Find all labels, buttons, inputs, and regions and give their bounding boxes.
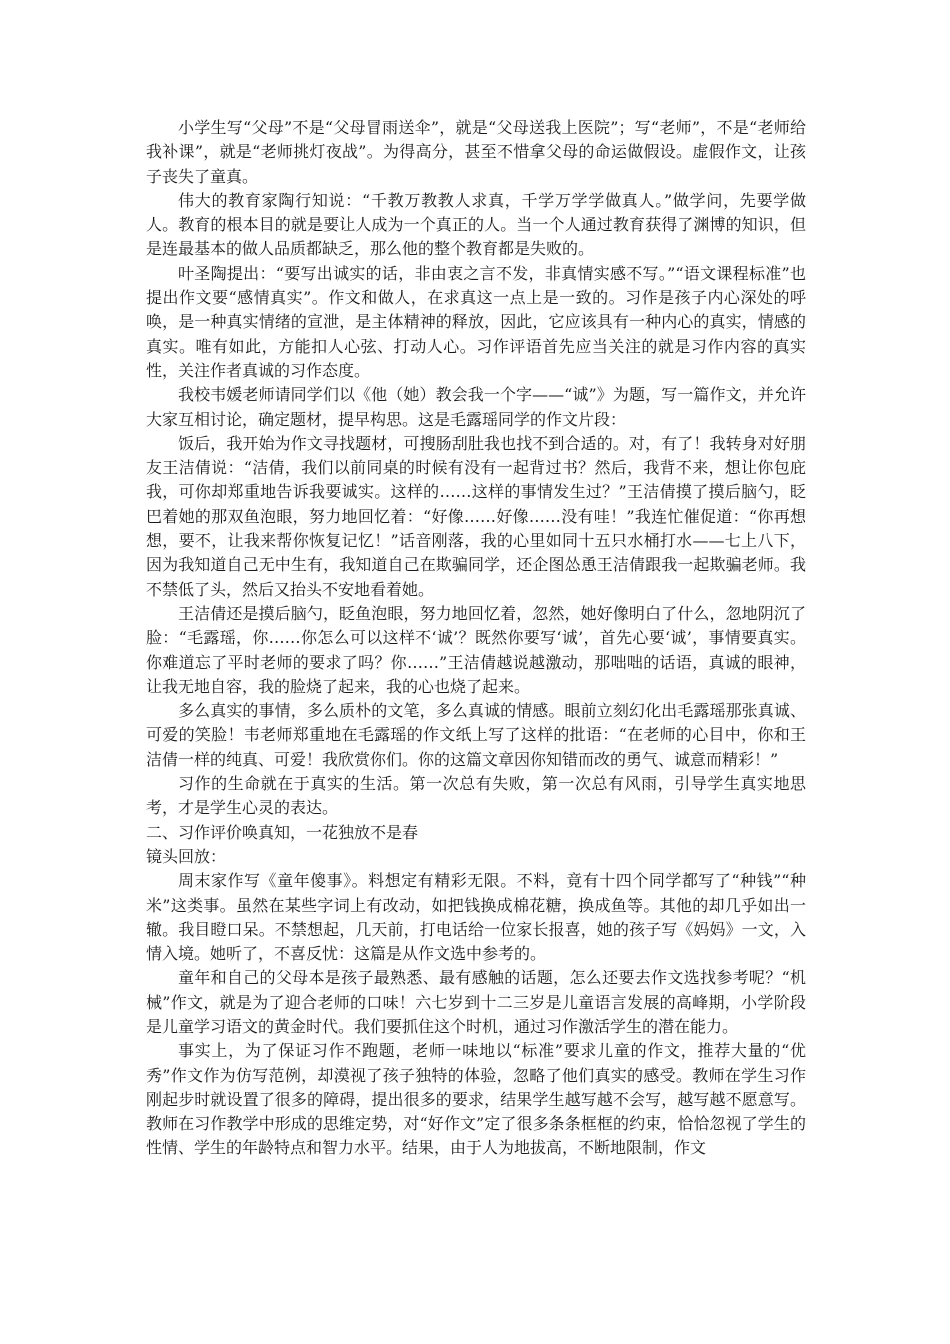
paragraph-ye-shengtao: 叶圣陶提出：“要写出诚实的话，非由衷之言不发，非真情实感不写。”“语文课程标准”也提出作文要“感情真实”。作文和做人，在求真这一点上是一致的。习作是孩子内心深处的呼唤，是一种真实情绪的宣泄，是主体精神的释放，因此，它应该具有一种内心的真实，情感的真实。唯有如此，方能扣人心弦、打动人心。习作评语首先应当关注的就是习作内容的真实性，关注作者真诚的习作态度。	[146, 263, 806, 380]
section-heading-two: 二、习作评价唤真知，一花独放不是春	[146, 822, 419, 842]
paragraph-weekend-homework: 周末家作写《童年傻事》。料想定有精彩无限。不料，竟有十四个同学都写了“种钱”“种米”这类事。虽然在某些字词上有改动，如把钱换成棉花糖，换成鱼等。其他的却几乎如出一辙。我目瞪口呆。不禁想起，几天前，打电话给一位家长报喜，她的孩子写《妈妈》一文，入情入境。她听了，不喜反忧：这篇是从作文选中参考的。	[146, 871, 806, 964]
paragraph-teacher-assignment: 我校韦媛老师请同学们以《他（她）教会我一个字——“诚”》为题，写一篇作文，并允许大家互相讨论，确定题材，提早构思。这是毛露瑶同学的作文片段：	[146, 385, 806, 429]
subheading-replay: 镜头回放：	[146, 846, 227, 866]
paragraph-teacher-comment: 多么真实的事情，多么质朴的文笔，多么真诚的情感。眼前立刻幻化出毛露瑶那张真诚、可爱的笑脸！韦老师郑重地在毛露瑶的作文纸上写了这样的批语：“在老师的心目中，你和王洁倩一样的纯真、可爱！我欣赏你们。你的这篇文章因你知错而改的勇气、诚意而精彩！”	[146, 701, 806, 769]
paragraph-essay-excerpt-2: 王洁倩还是摸后脑勺，眨鱼泡眼，努力地回忆着，忽然，她好像明白了什么，忽地阴沉了脸：“毛露瑶，你……你怎么可以这样不‘诚’？既然你要写‘诚’，首先心要‘诚’，事情要真实。你难道忘了平时老师的要求了吗？你……”王洁倩越说越激动，那咄咄的话语，真诚的眼神，让我无地自容，我的脸烧了起来，我的心也烧了起来。	[146, 603, 806, 696]
paragraph-childhood-topics: 童年和自己的父母本是孩子最熟悉、最有感触的话题，怎么还要去作文选找参考呢？“机械”作文，就是为了迎合老师的口味！六七岁到十二三岁是儿童语言发展的高峰期，小学阶段是儿童学习语文的黄金时代。我们要抓住这个时机，通过习作激活学生的潜在能力。	[146, 968, 806, 1036]
document-body	[146, 116, 806, 1161]
paragraph-life-of-writing: 习作的生命就在于真实的生活。第一次总有失败，第一次总有风雨，引导学生真实地思考，才是学生心灵的表达。	[146, 774, 806, 818]
paragraph-virtual-writing: 小学生写“父母”不是“父母冒雨送伞”，就是“父母送我上医院”；写“老师”，不是“老师给我补课”，就是“老师挑灯夜战”。为得高分，甚至不惜拿父母的命运做假设。虚假作文，让孩子丧失了童真。	[146, 118, 806, 186]
paragraph-essay-excerpt-1: 饭后，我开始为作文寻找题材，可搜肠刮肚我也找不到合适的。对，有了！我转身对好朋友王洁倩说：“洁倩，我们以前同桌的时候有没有一起背过书？然后，我背不来，想让你包庇我，可你却郑重地告诉我要诚实。这样的……这样的事情发生过？”王洁倩摸了摸后脑勺，眨巴着她的那双鱼泡眼，努力地回忆着：“好像……好像……没有哇！”我连忙催促道：“你再想想，要不，让我来帮你恢复记忆！”话音刚落，我的心里如同十五只水桶打水——七上八下，因为我知道自己无中生有，我知道自己在欺骗同学，还企图怂恿王洁倩跟我一起欺骗老师。我不禁低了头，然后又抬头不安地看着她。	[146, 433, 806, 599]
paragraph-tao-xingzhi: 伟大的教育家陶行知说：“千教万教教人求真，千学万学学做真人。”做学问，先要学做人。教育的根本目的就是要让人成为一个真正的人。当一个人通过教育获得了渊博的知识，但是连最基本的做人品质都缺乏，那么他的整个教育都是失败的。	[146, 190, 806, 259]
paragraph-standard-requirements: 事实上，为了保证习作不跑题，老师一味地以“标准”要求儿童的作文，推荐大量的“优秀”作文作为仿写范例，却漠视了孩子独特的体验，忽略了他们真实的感受。教师在学生习作刚起步时就设置了很多的障碍，提出很多的要求，结果学生越写越不会写，越写越不愿意写。教师在习作教学中形成的思维定势，对“好作文”定了很多条条框框的约束，恰恰忽视了学生的性情、学生的年龄特点和智力水平。结果，由于人为地拔高，不断地限制，作文	[146, 1041, 806, 1158]
